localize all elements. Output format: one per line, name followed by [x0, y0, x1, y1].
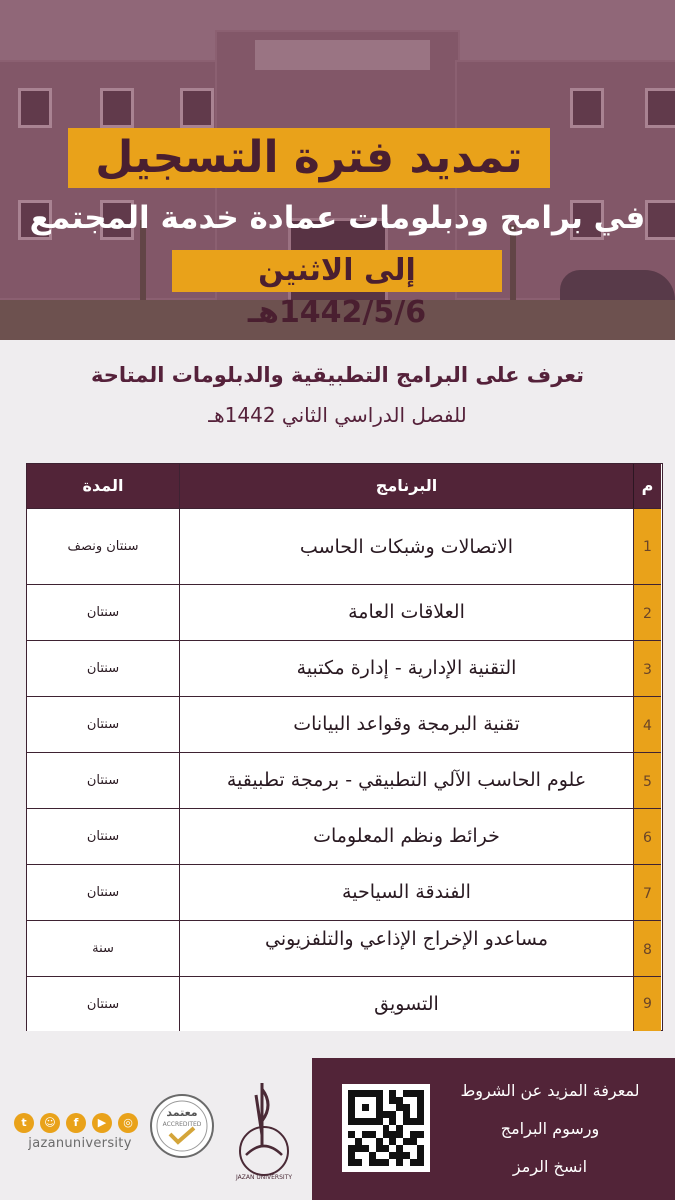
table-row — [27, 640, 661, 698]
accreditation-logo — [148, 1092, 216, 1160]
headline-programs: في برامج ودبلومات عمادة خدمة المجتمع — [29, 200, 646, 236]
row-duration: سنة — [92, 941, 114, 956]
row-number: 5 — [633, 753, 661, 810]
row-number: 7 — [633, 865, 661, 922]
row-program: خرائط ونظم المعلومات — [179, 809, 633, 866]
accreditation-sub: ACCREDITED — [162, 1121, 202, 1128]
row-duration: سنتان — [86, 661, 120, 676]
row-duration: سنتان — [86, 605, 120, 620]
table-header — [27, 464, 661, 508]
row-program: مساعدو الإخراج الإذاعي والتلفزيوني — [179, 921, 633, 978]
header-num: م — [633, 464, 661, 508]
snapchat-icon[interactable]: ☺ — [40, 1113, 60, 1133]
headline-deadline: إلى الاثنين 1442/5/6هـ — [172, 250, 502, 292]
row-number: 3 — [633, 641, 661, 698]
row-number: 8 — [633, 921, 661, 978]
header-program: البرنامج — [179, 464, 633, 508]
row-number: 6 — [633, 809, 661, 866]
accreditation-text: معتمد — [166, 1106, 198, 1119]
row-program: التسويق — [179, 977, 633, 1031]
table-row — [27, 864, 661, 922]
row-program: علوم الحاسب الآلي التطبيقي - برمجة تطبيقية — [179, 753, 633, 810]
social-handle: jazanuniversity — [28, 1136, 132, 1151]
row-duration: سنتان — [86, 829, 120, 844]
row-program: العلاقات العامة — [179, 585, 633, 642]
row-duration: سنتان — [86, 717, 120, 732]
instagram-icon[interactable]: ◎ — [118, 1113, 138, 1133]
headline-extension: تمديد فترة التسجيل — [68, 128, 550, 188]
qr-code[interactable] — [342, 1084, 430, 1172]
section-subheading: للفصل الدراسي الثاني 1442هـ — [208, 403, 467, 427]
twitter-icon[interactable]: t — [14, 1113, 34, 1133]
row-program: الفندقة السياحية — [179, 865, 633, 922]
row-duration: سنتان — [86, 997, 120, 1012]
row-number: 1 — [633, 509, 661, 584]
hero-banner — [0, 0, 675, 340]
university-logo — [226, 1075, 302, 1183]
youtube-icon[interactable]: ▶ — [92, 1113, 112, 1133]
row-program: التقنية الإدارية - إدارة مكتبية — [179, 641, 633, 698]
footer-info-box — [312, 1058, 675, 1200]
row-duration: سنتان — [86, 773, 120, 788]
row-number: 2 — [633, 585, 661, 642]
table-row — [27, 920, 661, 978]
row-program: الاتصالات وشبكات الحاسب — [179, 509, 633, 584]
table-row — [27, 508, 661, 584]
header-duration: المدة — [82, 476, 124, 495]
footer-line-2: ورسوم البرامج — [500, 1119, 600, 1138]
row-duration: سنتان — [86, 885, 120, 900]
qr-code-pattern — [348, 1090, 424, 1166]
table-row — [27, 976, 661, 1031]
row-number: 4 — [633, 697, 661, 754]
table-row — [27, 808, 661, 866]
footer-line-1: لمعرفة المزيد عن الشروط — [460, 1081, 640, 1100]
table-row — [27, 752, 661, 810]
footer-line-3: انسخ الرمز — [512, 1157, 588, 1176]
section-heading: تعرف على البرامج التطبيقية والدبلومات المتاحة — [90, 363, 585, 387]
university-logo-caption: JAZAN UNIVERSITY — [235, 1174, 293, 1181]
row-duration: سنتان ونصف — [67, 539, 139, 554]
footer-text — [445, 1072, 655, 1186]
row-program: تقنية البرمجة وقواعد البيانات — [179, 697, 633, 754]
programs-table — [26, 463, 663, 1031]
table-row — [27, 696, 661, 754]
table-row — [27, 584, 661, 642]
row-number: 9 — [633, 977, 661, 1031]
facebook-icon[interactable]: f — [66, 1113, 86, 1133]
social-icons — [14, 1113, 146, 1133]
